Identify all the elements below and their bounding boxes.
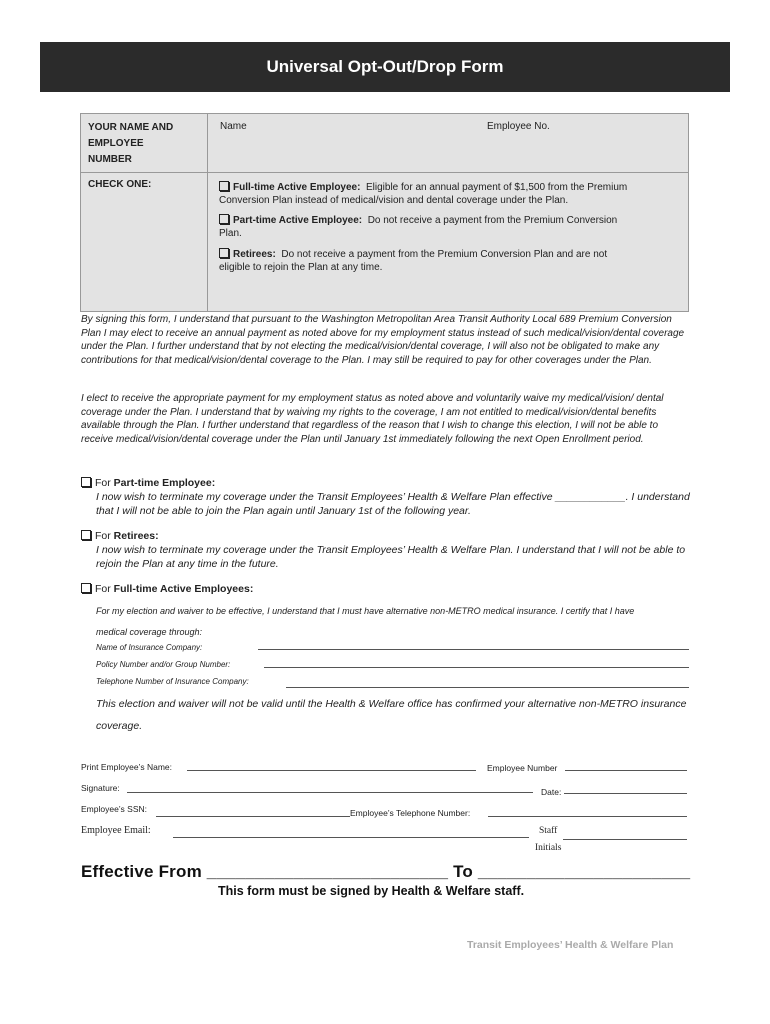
effective-dates[interactable]: Effective From _________________________ To ______________________ [81, 862, 691, 881]
ssn-label: Employee’s SSN: [81, 804, 147, 814]
staff-label: Staff [539, 826, 558, 836]
signature-field[interactable] [127, 792, 533, 793]
policy-number-field[interactable] [264, 667, 689, 668]
validity-note: This election and waiver will not be valid until the Health & Welfare office has confirmed your alternative non-METRO insurance coverage. [96, 698, 687, 732]
section-fulltime-heading[interactable]: For Full-time Active Employees: [81, 582, 253, 596]
print-name-label: Print Employee’s Name: [81, 762, 173, 772]
paragraph-understanding: By signing this form, I understand that pursuant to the Washington Metropolitan Area Transit Authority Local 689 Premium Conversion Plan I may elect to receive an annual payment as noted above for my employment status instead of such medical/vision/dental coverage under the Plan. I further understand that by not electing the medical/vision/dental coverage, I will also not be obligated to make any contributions for that medical/vision/dental coverage to the Plan. I may still be required to pay for other coverages under the Plan. [81, 314, 685, 366]
paragraph-election: I elect to receive the appropriate payment for my employment status as noted above and voluntarily waive my medical/vision/ dental coverage under the Plan. I understand that by waiving my rights to the coverage, I am not entitled to medical/vision/dental benefits available through the Plan. I further understand that regardless of the reason that I wish to change this election, I will not be able to receive medical/vision/dental coverage under the Plan until January 1st immediately following the next Open Enrollment period. [81, 393, 664, 445]
checkbox-icon[interactable] [81, 477, 91, 487]
insurance-telephone-label: Telephone Number of Insurance Company: [96, 677, 249, 686]
date-field[interactable] [564, 793, 687, 794]
section-parttime-text: I now wish to terminate my coverage under the Transit Employees’ Health & Welfare Plan effective ____________. I understand that I will not be able to join the Plan again until January 1st of the following year. [96, 491, 690, 517]
insurance-company-field[interactable] [258, 649, 689, 650]
header-banner [40, 42, 730, 92]
employee-number-label: Employee Number [487, 763, 558, 773]
date-label: Date: [541, 787, 562, 797]
form-title: Universal Opt-Out/Drop Form [266, 57, 504, 76]
employee-telephone-label: Employee’s Telephone Number: [350, 808, 471, 818]
table-divider [207, 114, 208, 311]
email-field[interactable] [173, 837, 529, 838]
footer-plan-name: Transit Employees’ Health & Welfare Plan [467, 939, 674, 951]
initials-label: Initials [535, 843, 562, 853]
employee-no-label: Employee No. [487, 121, 550, 132]
option-parttime[interactable]: Part-time Active Employee: Do not receive a payment from the Premium Conversion Plan. [219, 215, 618, 239]
signature-label: Signature: [81, 783, 120, 793]
ssn-field[interactable] [156, 816, 350, 817]
name-row-label: YOUR NAME AND EMPLOYEE NUMBER [88, 122, 174, 165]
section-parttime-heading[interactable]: For Part-time Employee: [81, 476, 215, 490]
section-retirees-heading[interactable]: For Retirees: [81, 529, 159, 543]
employee-telephone-field[interactable] [488, 816, 687, 817]
policy-number-label: Policy Number and/or Group Number: [96, 660, 231, 669]
staff-initials-field[interactable] [563, 839, 687, 840]
checkbox-icon[interactable] [219, 214, 229, 224]
checkbox-icon[interactable] [81, 530, 91, 540]
checkbox-icon[interactable] [219, 181, 229, 191]
check-one-label: CHECK ONE: [88, 179, 152, 190]
name-label: Name [220, 121, 247, 132]
table-divider [81, 172, 688, 173]
insurance-company-label: Name of Insurance Company: [96, 643, 203, 652]
info-table [80, 113, 689, 312]
option-retirees[interactable]: Retirees: Do not receive a payment from the Premium Conversion Plan and are not eligible to rejoin the Plan at any time. [219, 249, 608, 273]
print-name-field[interactable] [187, 770, 476, 771]
checkbox-icon[interactable] [81, 583, 91, 593]
section-fulltime-text-2: medical coverage through: [96, 627, 203, 637]
employee-number-field[interactable] [565, 770, 687, 771]
must-sign-note: This form must be signed by Health & Welfare staff. [218, 884, 525, 898]
insurance-telephone-field[interactable] [286, 687, 689, 688]
section-fulltime-text: For my election and waiver to be effective, I understand that I must have alternative non-METRO medical insurance. I certify that I have [96, 606, 635, 616]
section-retirees-text: I now wish to terminate my coverage under the Transit Employees’ Health & Welfare Plan. I understand that I will not be able to rejoin the Plan at any time in the future. [96, 544, 686, 570]
email-label: Employee Email: [81, 825, 151, 836]
option-fulltime[interactable]: Full-time Active Employee: Eligible for an annual payment of $1,500 from the Premium Conversion Plan instead of medical/vision and dental coverage under the Plan. [219, 182, 628, 206]
checkbox-icon[interactable] [219, 248, 229, 258]
